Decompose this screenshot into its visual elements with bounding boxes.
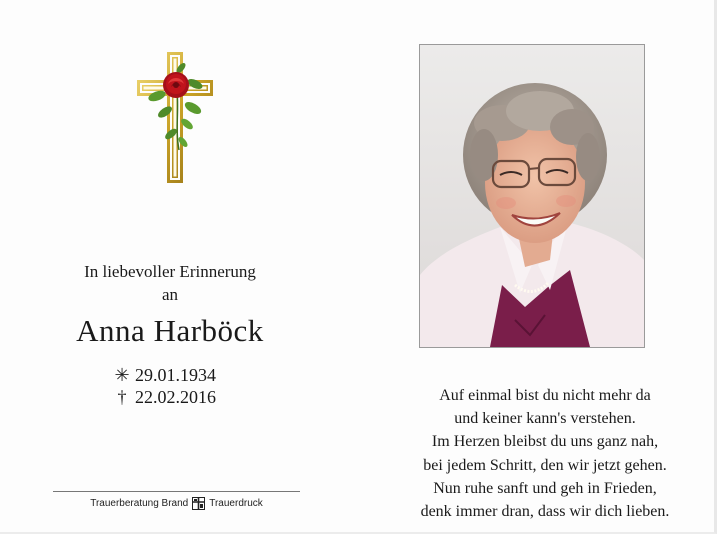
birth-star-icon: ✳: [114, 365, 130, 385]
death-date: 22.02.2016: [135, 387, 216, 407]
poem-line: und keiner kann's verstehen.: [454, 410, 636, 428]
cross-with-rose-icon: [135, 50, 215, 185]
memorial-heading-an: an: [161, 285, 179, 304]
memorial-heading: In liebevoller Erinnerung: [84, 262, 256, 281]
footer-brand-left: Trauerberatung Brand: [90, 498, 189, 509]
poem-line: Auf einmal bist du nicht mehr da: [439, 387, 651, 404]
death-date-row: [113, 387, 216, 408]
poem-line: denk immer dran, dass wir dich lieben.: [420, 503, 670, 521]
footer-divider: [53, 491, 300, 492]
printer-logo-icon: [192, 497, 205, 510]
printer-footer: [53, 497, 300, 510]
birth-date-row: [113, 365, 216, 386]
deceased-name: Anna Harböck: [76, 313, 264, 348]
birth-date: 29.01.1934: [135, 365, 216, 385]
footer-brand-right: Trauerdruck: [209, 498, 263, 509]
poem-line: Nun ruhe sanft und geh in Frieden,: [433, 479, 657, 497]
poem-line: bei jedem Schritt, den wir jetzt gehen.: [423, 456, 667, 474]
poem: [380, 384, 710, 523]
poem-line: Im Herzen bleibst du uns ganz nah,: [431, 433, 659, 451]
death-cross-icon: †: [117, 387, 127, 407]
portrait-photo: [419, 44, 645, 348]
